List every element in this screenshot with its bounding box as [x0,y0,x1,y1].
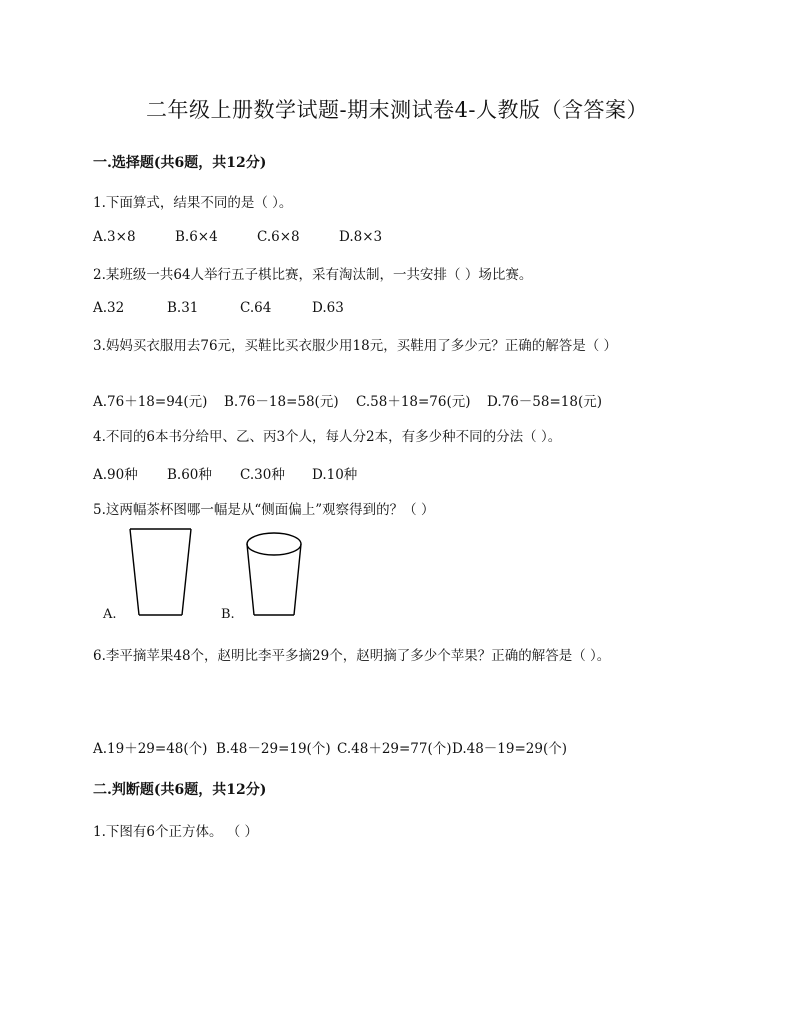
question-3-option-d: D.76－58=18(元) [487,394,603,410]
cup-a-figure [122,526,200,618]
question-2-option-b: B.31 [167,300,199,316]
question-4-option-a: A.90种 [93,467,138,483]
question-4-option-b: B.60种 [167,467,212,483]
question-1-option-d: D.8×3 [339,229,383,245]
question-2-option-c: C.64 [240,300,272,316]
page-title: 二年级上册数学试题-期末测试卷4-人教版（含答案） [145,98,649,122]
question-6-option-b: B.48－29=19(个) [216,741,331,757]
question-1-text: 1.下面算式，结果不同的是（ ）。 [93,195,293,211]
section-heading-choice: 一.选择题(共6题，共12分) [93,155,267,171]
judgment-question-1-text: 1.下图有6个正方体。 （ ） [93,824,259,840]
cup-b-figure [240,528,308,620]
cup-a-label: A. [103,607,117,622]
cup-b-label: B. [221,607,235,622]
question-3-option-a: A.76＋18=94(元) [93,394,208,410]
question-3-option-c: C.58＋18=76(元) [356,394,471,410]
question-6-option-c: C.48＋29=77(个) [337,741,452,757]
question-2-text: 2.某班级一共64人举行五子棋比赛，采有淘汰制，一共安排（ ）场比赛。 [93,267,533,283]
question-6-option-d: D.48－19=29(个) [452,741,568,757]
question-4-option-c: C.30种 [240,467,285,483]
question-4-text: 4.不同的6本书分给甲、乙、丙3个人，每人分2本，有多少种不同的分法（ ）。 [93,429,562,445]
question-1-option-b: B.6×4 [175,229,218,245]
section-heading-judgment: 二.判断题(共6题，共12分) [93,782,267,798]
question-6-option-a: A.19＋29=48(个) [93,741,208,757]
question-1-option-c: C.6×8 [257,229,300,245]
question-3-text: 3.妈妈买衣服用去76元，买鞋比买衣服少用18元，买鞋用了多少元？正确的解答是（ ） [93,338,618,354]
question-2-option-d: D.63 [312,300,344,316]
question-1-option-a: A.3×8 [93,229,136,245]
question-5-text: 5.这两幅茶杯图哪一幅是从“侧面偏上”观察得到的？（ ） [93,502,435,518]
question-3-option-b: B.76－18=58(元) [224,394,339,410]
question-6-text: 6.李平摘苹果48个，赵明比李平多摘29个，赵明摘了多少个苹果？正确的解答是（ ）。 [93,648,611,664]
question-2-option-a: A.32 [93,300,125,316]
question-4-option-d: D.10种 [312,467,358,483]
